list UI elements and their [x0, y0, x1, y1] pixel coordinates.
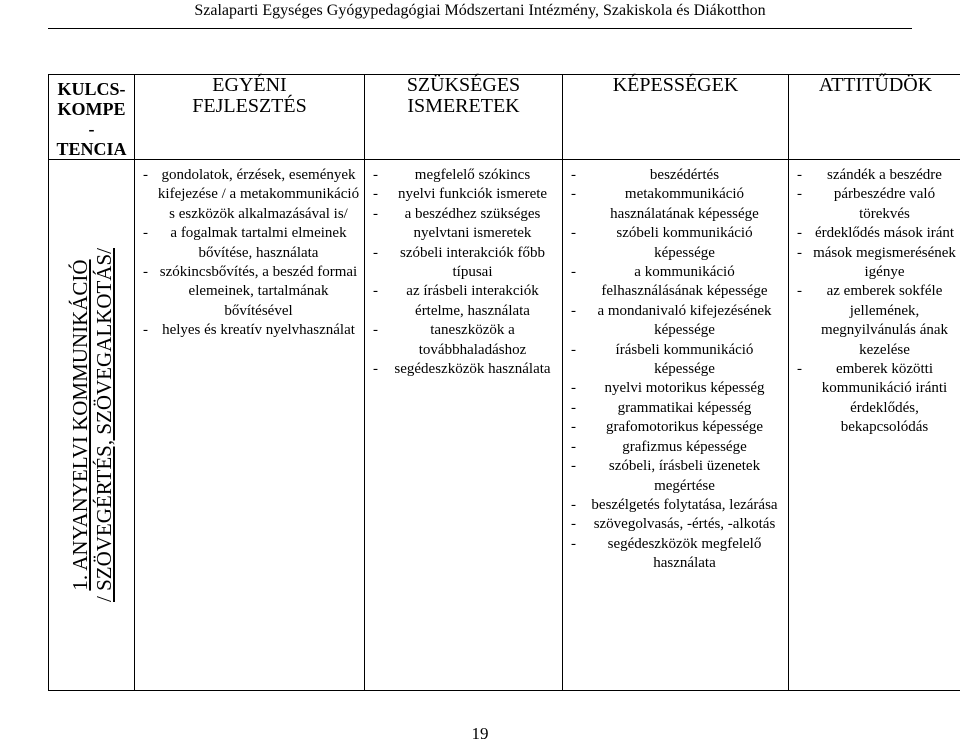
dash-marker: - [373, 167, 378, 183]
table-body-row [49, 160, 960, 691]
list-item [567, 224, 784, 263]
dash-marker: - [373, 361, 378, 378]
list-item-text: a fogalmak tartalmi elmeinek bővítése, használata [170, 225, 347, 261]
list-item [793, 244, 958, 283]
knowledge-cell [365, 160, 563, 691]
list-item-text: grammatikai képesség [617, 399, 752, 416]
list-item [567, 185, 784, 224]
dash-marker: - [143, 225, 148, 242]
list-item [567, 438, 784, 457]
header-key-competence: KULCS-KOMPE-TENCIA [49, 75, 135, 160]
list-item-text: helyes és kreatív nyelvhasználat [162, 322, 355, 339]
dash-marker: - [571, 419, 576, 436]
header-rule [48, 28, 912, 29]
list-item-text: nyelvi funkciók ismerete [397, 186, 548, 203]
list-item [793, 282, 958, 360]
list-item-text: párbeszédre való törekvés [833, 186, 936, 222]
dash-marker: - [143, 322, 148, 339]
dash-marker: - [797, 283, 802, 300]
list-item [139, 224, 360, 263]
list-item-text: beszédértés [649, 167, 720, 183]
dash-marker: - [571, 516, 576, 533]
dash-marker: - [373, 322, 378, 339]
dash-marker: - [143, 264, 148, 281]
dash-marker: - [797, 167, 802, 183]
list-item [369, 282, 558, 321]
list-item-text: beszélgetés folytatása, lezárása [591, 496, 778, 513]
list-item [567, 379, 784, 398]
list-item-text: szándék a beszédre [827, 167, 942, 183]
header-attitudes: ATTITŰDÖK [789, 75, 960, 160]
list-item-text: segédeszközök használata [394, 361, 551, 378]
list-item [567, 418, 784, 437]
list-item [567, 341, 784, 380]
dash-marker: - [797, 244, 802, 261]
dash-marker: - [571, 535, 576, 552]
list-item-text: emberek közötti kommunikáció iránti érdeklődés, bekapcsolódás [821, 361, 948, 436]
dash-marker: - [373, 244, 378, 261]
dash-marker: - [571, 167, 576, 183]
list-item [369, 166, 558, 185]
attitudes-cell [789, 160, 960, 691]
list-item-text: grafizmus képessége [622, 438, 747, 455]
attitudes-list [789, 160, 960, 438]
skills-cell [563, 160, 789, 691]
dash-marker: - [797, 186, 802, 203]
header-skills: KÉPESSÉGEK [563, 75, 789, 160]
list-item [369, 360, 558, 379]
dash-marker: - [373, 283, 378, 300]
competence-title-line2: / SZÖVEGÉRTÉS, SZÖVEGALKOTÁS/ [91, 248, 116, 602]
list-item-text: az írásbeli interakciók értelme, használata [406, 283, 539, 319]
list-item [567, 263, 784, 302]
header-individual-development: EGYÉNI FEJLESZTÉS [135, 75, 365, 160]
list-item [139, 263, 360, 321]
list-item [793, 185, 958, 224]
list-item [369, 321, 558, 360]
list-item [793, 166, 958, 185]
list-item [567, 457, 784, 496]
list-item-text: az emberek sokféle jellemének, megnyilvánulás ának kezelése [820, 283, 949, 358]
list-item-text: nyelvi motorikus képesség [604, 380, 765, 397]
list-item [369, 185, 558, 204]
dash-marker: - [571, 264, 576, 281]
list-item-text: gondolatok, érzések, események kifejezése / a metakommunikáció s eszközök alkalmazásával is/ [157, 167, 360, 222]
competence-cell [49, 160, 135, 691]
list-item-text: grafomotorikus képessége [605, 419, 764, 436]
list-item-text: szóbeli kommunikáció képessége [616, 225, 753, 261]
list-item [567, 166, 784, 185]
dash-marker: - [571, 225, 576, 242]
dash-marker: - [571, 399, 576, 416]
running-header: Szalaparti Egységes Gyógypedagógiai Módszertani Intézmény, Szakiskola és Diákotthon [194, 2, 766, 19]
skills-list [563, 160, 788, 574]
dash-marker: - [571, 302, 576, 319]
dash-marker: - [373, 205, 378, 222]
dash-marker: - [143, 167, 148, 183]
competence-title-line1: 1. ANYANYELVI KOMMUNIKÁCIÓ [67, 259, 92, 591]
dash-marker: - [373, 186, 378, 203]
page-number: 19 [471, 724, 489, 743]
list-item-text: szókincsbővítés, a beszéd formai elemeinek, tartalmának bővítésével [159, 264, 358, 319]
dash-marker: - [797, 361, 802, 378]
list-item [793, 224, 958, 243]
list-item [567, 535, 784, 574]
list-item-text: mások megismerésének igénye [813, 244, 956, 281]
list-item [567, 515, 784, 534]
curriculum-table [48, 74, 960, 691]
dash-marker: - [571, 186, 576, 203]
list-item [369, 244, 558, 283]
list-item-text: a kommunikáció felhasználásának képessége [601, 264, 768, 300]
list-item-text: a beszédhez szükséges nyelvtani ismeretek [404, 205, 541, 242]
list-item [567, 302, 784, 341]
list-item-text: érdeklődés mások iránt [814, 225, 955, 242]
dash-marker: - [571, 341, 576, 358]
competence-title [68, 248, 116, 602]
dash-marker: - [571, 458, 576, 475]
list-item [139, 166, 360, 224]
list-item [793, 360, 958, 438]
knowledge-list [365, 160, 562, 379]
list-item-text: metakommunikáció használatának képessége [610, 186, 759, 222]
list-item-text: taneszközök a továbbhaladáshoz [418, 322, 527, 358]
dash-marker: - [797, 225, 802, 242]
list-item-text: a mondanivaló kifejezésének képessége [597, 302, 772, 339]
list-item-text: szövegolvasás, -értés, -alkotás [593, 516, 776, 533]
header-required-knowledge: SZÜKSÉGES ISMERETEK [365, 75, 563, 160]
list-item [139, 321, 360, 340]
dash-marker: - [571, 380, 576, 397]
dash-marker: - [571, 438, 576, 455]
list-item-text: megfelelő szókincs [414, 167, 531, 183]
list-item-text: írásbeli kommunikáció képessége [615, 341, 754, 378]
list-item-text: szóbeli interakciók főbb típusai [400, 244, 545, 281]
list-item [567, 496, 784, 515]
development-cell [135, 160, 365, 691]
list-item-text: szóbeli, írásbeli üzenetek megértése [608, 458, 761, 494]
list-item [369, 205, 558, 244]
list-item-text: segédeszközök megfelelő használata [607, 535, 762, 572]
dash-marker: - [571, 496, 576, 513]
development-list [135, 160, 364, 341]
table-header-row [49, 75, 960, 160]
list-item [567, 399, 784, 418]
